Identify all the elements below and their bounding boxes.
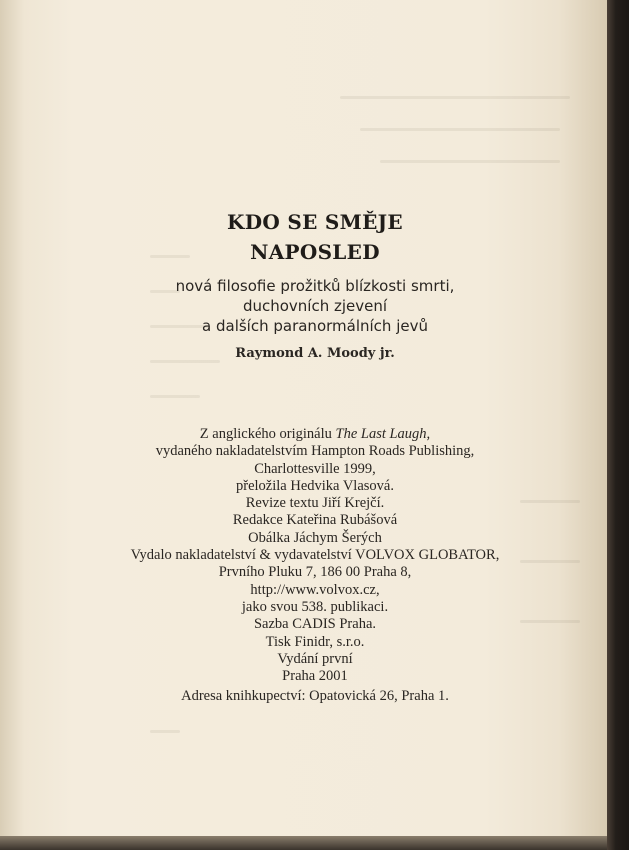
imprint-line: Praha 2001 [282,668,348,685]
book-title-line2: NAPOSLED [250,240,380,264]
page-bottom-shadow [0,836,607,850]
bookshop-address: Adresa knihkupectví: Opatovická 26, Praha 1. [181,688,449,704]
subtitle-line1: nová filosofie prožitků blízkosti smrti, [175,277,455,295]
imprint-line: http://www.volvox.cz, [250,581,380,598]
imprint-line: Prvního Pluku 7, 186 00 Praha 8, [218,564,412,581]
page-edge-shadow [607,0,629,850]
subtitle-line2: duchovních zjevení [242,297,388,315]
imprint-line: Vydání první [277,650,353,667]
imprint-line: Vydalo nakladatelství & vydavatelství VOLVOX GLOBATOR, [130,547,500,564]
original-title: The Last Laugh, [335,426,431,442]
subtitle-line3: a dalších paranormálních jevů [202,317,428,335]
imprint-line: Sazba CADIS Praha. [253,616,377,633]
imprint-block [0,426,629,685]
original-title-line [0,426,629,443]
imprint-line: Revize textu Jiří Krejčí. [245,495,385,512]
author-name: Raymond A. Moody jr. [235,346,395,361]
imprint-line: Obálka Jáchym Šerých [248,529,382,546]
imprint-line: přeložila Hedvika Vlasová. [236,477,394,494]
original-prefix: Z anglického originálu [199,426,336,442]
imprint-line: jako svou 538. publikaci. [241,598,389,615]
imprint-line: Tisk Finidr, s.r.o. [265,633,365,650]
imprint-line: Redakce Kateřina Rubášová [232,512,398,529]
imprint-line: Charlottesville 1999, [254,460,376,477]
book-title-line1: KDO SE SMĚJE [227,210,403,234]
imprint-line: vydaného nakladatelstvím Hampton Roads Publishing, [155,443,475,460]
